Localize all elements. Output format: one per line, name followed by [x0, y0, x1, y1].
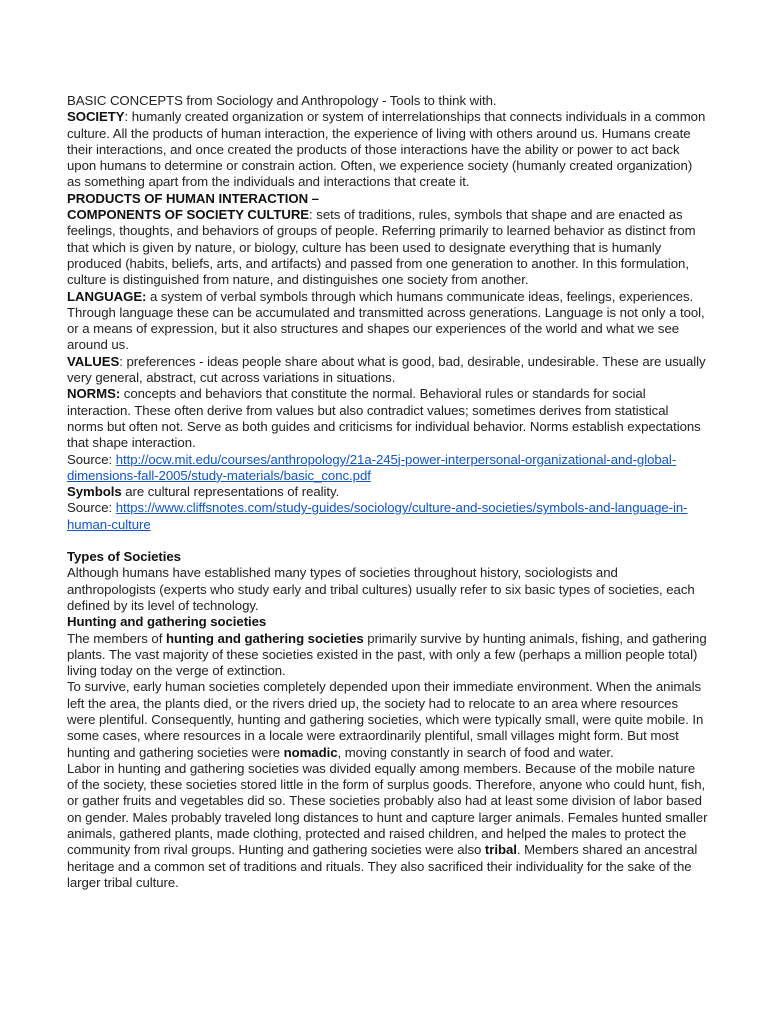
norms-paragraph [67, 386, 708, 451]
values-term: VALUES [67, 353, 120, 369]
hunting-paragraph-1 [67, 631, 708, 680]
source-1 [67, 452, 708, 485]
types-heading [67, 549, 708, 565]
source-2 [67, 500, 708, 533]
language-term: LANGUAGE: [67, 288, 147, 304]
hunting-heading [67, 614, 708, 630]
components-definition: : sets of traditions, rules, symbols that shape and are enacted as feelings, thoughts, and behaviors of groups of people. Referring primarily to learned behavior as distinct from that which is given by nature, or biology, culture has been used to designate everything that is humanly produced (habits, beliefs, arts, and artifacts) and passed from one generation to another. In this formulation, culture is distinguished from nature, and distinguishes one society from another. [67, 207, 696, 288]
hunting-p1-bold: hunting and gathering societies [165, 630, 364, 646]
blank-line [67, 533, 708, 549]
hunting-p3-text: Labor in hunting and gathering societies was divided equally among members. Because of the mobile nature of the society, these societies stored little in the form of surplus goods. Therefore, anyone who could hunt, fish, or gather fruits and vegetables did so. These societies probably also had at least some division of labor based on gender. Males probably traveled long distances to hunt and capture larger animals. Females hunted smaller animals, gathered plants, made clothing, protected and raised children, and helped the males to protect the community from rival groups. Hunting and gathering societies were also [67, 760, 708, 858]
hunting-heading-text: Hunting and gathering societies [67, 614, 267, 630]
hunting-p2-text-end: , moving constantly in search of food and water. [337, 744, 614, 760]
hunting-paragraph-3 [67, 761, 708, 891]
source-2-label: Source: [67, 500, 116, 516]
society-paragraph [67, 109, 708, 190]
types-heading-text: Types of Societies [67, 549, 181, 565]
hunting-paragraph-2 [67, 679, 708, 760]
source-1-label: Source: [67, 451, 116, 467]
hunting-p1-text-end: primarily survive by hunting animals, fishing, and gathering plants. The vast majority of these societies existed in the past, with only a few (perhaps a million people total) living today on the verge of extinction. [67, 630, 707, 679]
hunting-p2-bold: nomadic [283, 744, 338, 760]
source-1-link[interactable]: http://ocw.mit.edu/courses/anthropology/21a-245j-power-interpersonal-organizational-and-global-dimensions-fall-2005/study-materials/basic_conc.pdf [67, 451, 677, 483]
symbols-paragraph [67, 484, 708, 500]
language-definition: a system of verbal symbols through which humans communicate ideas, feelings, experiences. Through language these can be accumulated and transmitted across generations. Language is not only a tool, or a means of expression, but it also structures and shapes our experiences of the world and what we see around us. [67, 288, 705, 353]
products-heading-text: PRODUCTS OF HUMAN INTERACTION – [67, 190, 319, 206]
hunting-p1-text: The members of [67, 630, 166, 646]
hunting-p3-bold: tribal [484, 842, 517, 858]
source-2-link[interactable]: https://www.cliffsnotes.com/study-guides/sociology/culture-and-societies/symbols-and-language-in-human-culture [67, 500, 688, 532]
hunting-p3-text-end: . Members shared an ancestral heritage and a common set of traditions and rituals. They also sacrificed their individuality for the sake of the larger tribal culture. [67, 842, 698, 890]
language-paragraph [67, 289, 708, 354]
components-term: COMPONENTS OF SOCIETY CULTURE [67, 207, 310, 223]
hunting-p2-text: To survive, early human societies completely depended upon their immediate environment. When the animals left the area, the plants died, or the rivers dried up, the society had to relocate to an area where resources were plentiful. Consequently, hunting and gathering societies, which were typically small, were quite mobile. In some cases, where resources in a locale were extraordinarily plentiful, small villages might form. But most hunting and gathering societies were [67, 679, 704, 760]
symbols-definition: are cultural representations of reality. [121, 484, 340, 500]
products-heading [67, 191, 708, 207]
types-intro: Although humans have established many types of societies throughout history, sociologists and anthropologists (experts who study early and tribal cultures) usually refer to six basic types of societies, each defined by its level of technology. [67, 565, 695, 613]
symbols-term: Symbols [67, 484, 122, 500]
society-definition: : humanly created organization or system of interrelationships that connects individuals in a common culture. All the products of human interaction, the experience of living with others around us. Humans create their interactions, and once created the products of those interactions have the ability or power to act back upon humans to determine or constrain action. Often, we experience society (humanly created organization) as something apart from the individuals and interactions that create it. [67, 109, 706, 190]
norms-definition: concepts and behaviors that constitute the normal. Behavioral rules or standards for social interaction. These often derive from values but also contradict values; sometimes derives from statistical norms but often not. Serve as both guides and criticisms for individual behavior. Norms establish expectations that shape interaction. [67, 386, 701, 451]
norms-term: NORMS: [67, 386, 121, 402]
values-definition: : preferences - ideas people share about what is good, bad, desirable, undesirable. These are usually very general, abstract, cut across variations in situations. [67, 353, 706, 386]
document-title: BASIC CONCEPTS from Sociology and Anthropology - Tools to think with. [67, 93, 497, 108]
document-body [67, 93, 708, 891]
values-paragraph [67, 354, 708, 387]
components-paragraph [67, 207, 708, 288]
society-term: SOCIETY [67, 109, 125, 125]
